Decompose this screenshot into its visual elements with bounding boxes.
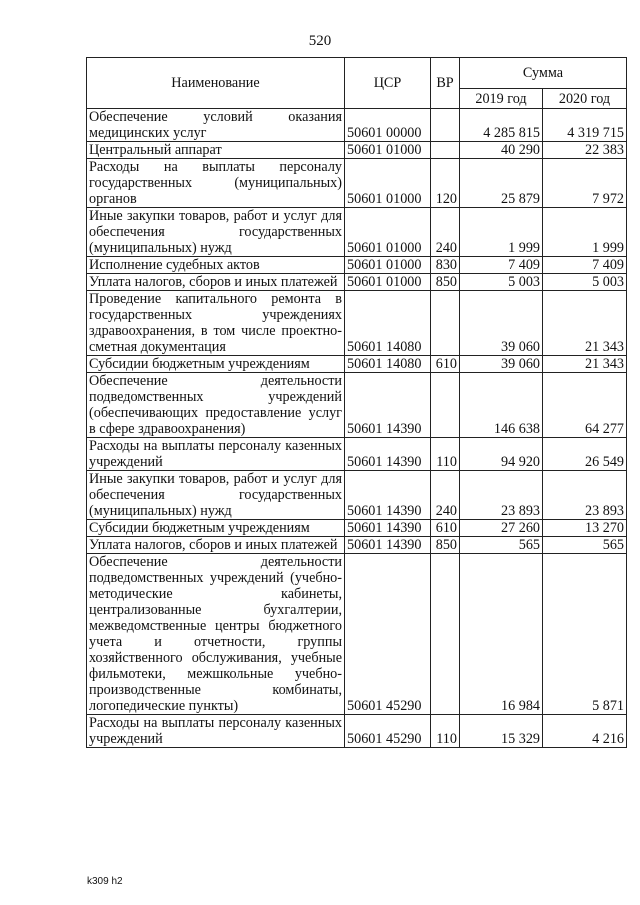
row-name-cell: Уплата налогов, сборов и иных платежей [87,274,345,291]
header-vr: ВР [431,58,460,109]
row-name-cell: Обеспечение условий оказания медицинских услуг [87,109,345,142]
row-sum-2020-cell: 23 893 [543,471,627,520]
row-csr-cell: 50601 14390 [345,373,431,438]
row-name-cell: Уплата налогов, сборов и иных платежей [87,537,345,554]
table-row [87,257,627,274]
table-row [87,715,627,748]
row-sum-2020-cell: 1 999 [543,208,627,257]
row-sum-2019-cell: 15 329 [460,715,543,748]
table-body [87,109,627,748]
table-row [87,471,627,520]
header-name: Наименование [87,58,345,109]
row-name-cell: Обеспечение деятельности подведомственных учреждений (обеспечивающих предоставление услуг в сфере здравоохранения) [87,373,345,438]
row-name-cell: Исполнение судебных актов [87,257,345,274]
row-vr-cell: 110 [431,438,460,471]
row-csr-cell: 50601 45290 [345,554,431,715]
row-name-cell: Иные закупки товаров, работ и услуг для обеспечения государственных (муниципальных) нужд [87,471,345,520]
row-csr-cell: 50601 14080 [345,356,431,373]
row-csr-cell: 50601 01000 [345,142,431,159]
row-sum-2019-cell: 5 003 [460,274,543,291]
row-sum-2019-cell: 39 060 [460,291,543,356]
header-csr: ЦСР [345,58,431,109]
row-vr-cell: 610 [431,520,460,537]
row-csr-cell: 50601 00000 [345,109,431,142]
row-csr-cell: 50601 45290 [345,715,431,748]
row-sum-2019-cell: 4 285 815 [460,109,543,142]
row-vr-cell: 850 [431,274,460,291]
row-sum-2019-cell: 146 638 [460,373,543,438]
row-csr-cell: 50601 14390 [345,537,431,554]
row-name-cell: Субсидии бюджетным учреждениям [87,356,345,373]
row-vr-cell: 830 [431,257,460,274]
row-csr-cell: 50601 14390 [345,438,431,471]
row-sum-2019-cell: 25 879 [460,159,543,208]
header-year-2020: 2020 год [543,89,627,109]
table-row [87,159,627,208]
row-name-cell: Расходы на выплаты персоналу казенных учреждений [87,715,345,748]
row-sum-2019-cell: 565 [460,537,543,554]
row-name-cell: Субсидии бюджетным учреждениям [87,520,345,537]
table-row [87,373,627,438]
row-vr-cell [431,373,460,438]
row-sum-2020-cell: 22 383 [543,142,627,159]
row-sum-2020-cell: 64 277 [543,373,627,438]
table-row [87,554,627,715]
header-year-2019: 2019 год [460,89,543,109]
row-vr-cell: 610 [431,356,460,373]
row-sum-2020-cell: 4 216 [543,715,627,748]
table-row [87,142,627,159]
table-row [87,109,627,142]
row-vr-cell [431,291,460,356]
row-name-cell: Проведение капитального ремонта в государственных учреждениях здравоохранения, в том числе проектно-сметная документация [87,291,345,356]
row-csr-cell: 50601 14390 [345,471,431,520]
row-csr-cell: 50601 14080 [345,291,431,356]
row-sum-2020-cell: 7 409 [543,257,627,274]
row-sum-2020-cell: 21 343 [543,291,627,356]
row-sum-2020-cell: 565 [543,537,627,554]
row-csr-cell: 50601 01000 [345,159,431,208]
row-vr-cell: 110 [431,715,460,748]
row-sum-2019-cell: 40 290 [460,142,543,159]
row-sum-2019-cell: 1 999 [460,208,543,257]
row-csr-cell: 50601 01000 [345,257,431,274]
row-sum-2020-cell: 21 343 [543,356,627,373]
row-csr-cell: 50601 14390 [345,520,431,537]
footer-code: k309 h2 [87,876,123,887]
table-row [87,291,627,356]
row-sum-2019-cell: 94 920 [460,438,543,471]
row-sum-2020-cell: 5 871 [543,554,627,715]
table-row [87,537,627,554]
row-sum-2020-cell: 13 270 [543,520,627,537]
table-row [87,274,627,291]
table-row [87,208,627,257]
row-vr-cell: 240 [431,208,460,257]
row-name-cell: Центральный аппарат [87,142,345,159]
row-name-cell: Иные закупки товаров, работ и услуг для обеспечения государственных (муниципальных) нужд [87,208,345,257]
row-sum-2019-cell: 39 060 [460,356,543,373]
row-name-cell: Расходы на выплаты персоналу государственных (муниципальных) органов [87,159,345,208]
row-vr-cell: 120 [431,159,460,208]
row-sum-2019-cell: 27 260 [460,520,543,537]
budget-table [86,57,627,748]
table-header [87,58,627,109]
row-vr-cell [431,109,460,142]
row-vr-cell: 850 [431,537,460,554]
row-sum-2020-cell: 5 003 [543,274,627,291]
row-sum-2020-cell: 7 972 [543,159,627,208]
row-vr-cell [431,554,460,715]
row-vr-cell [431,142,460,159]
row-sum-2019-cell: 23 893 [460,471,543,520]
page-number: 520 [308,33,332,49]
row-csr-cell: 50601 01000 [345,208,431,257]
row-vr-cell: 240 [431,471,460,520]
row-sum-2019-cell: 7 409 [460,257,543,274]
table-row [87,438,627,471]
row-sum-2020-cell: 26 549 [543,438,627,471]
row-sum-2020-cell: 4 319 715 [543,109,627,142]
row-name-cell: Расходы на выплаты персоналу казенных учреждений [87,438,345,471]
table-row [87,520,627,537]
table-row [87,356,627,373]
row-csr-cell: 50601 01000 [345,274,431,291]
row-sum-2019-cell: 16 984 [460,554,543,715]
header-sum: Сумма [460,58,627,89]
row-name-cell: Обеспечение деятельности подведомственных учреждений (учебно-методические кабинеты, централизованные бухгалтерии, межведомственные центры бюджетного учета и отчетности, группы хозяйственного обслуживания, учебные фильмотеки, межшкольные учебно-производственные комбинаты, логопедические пункты) [87,554,345,715]
